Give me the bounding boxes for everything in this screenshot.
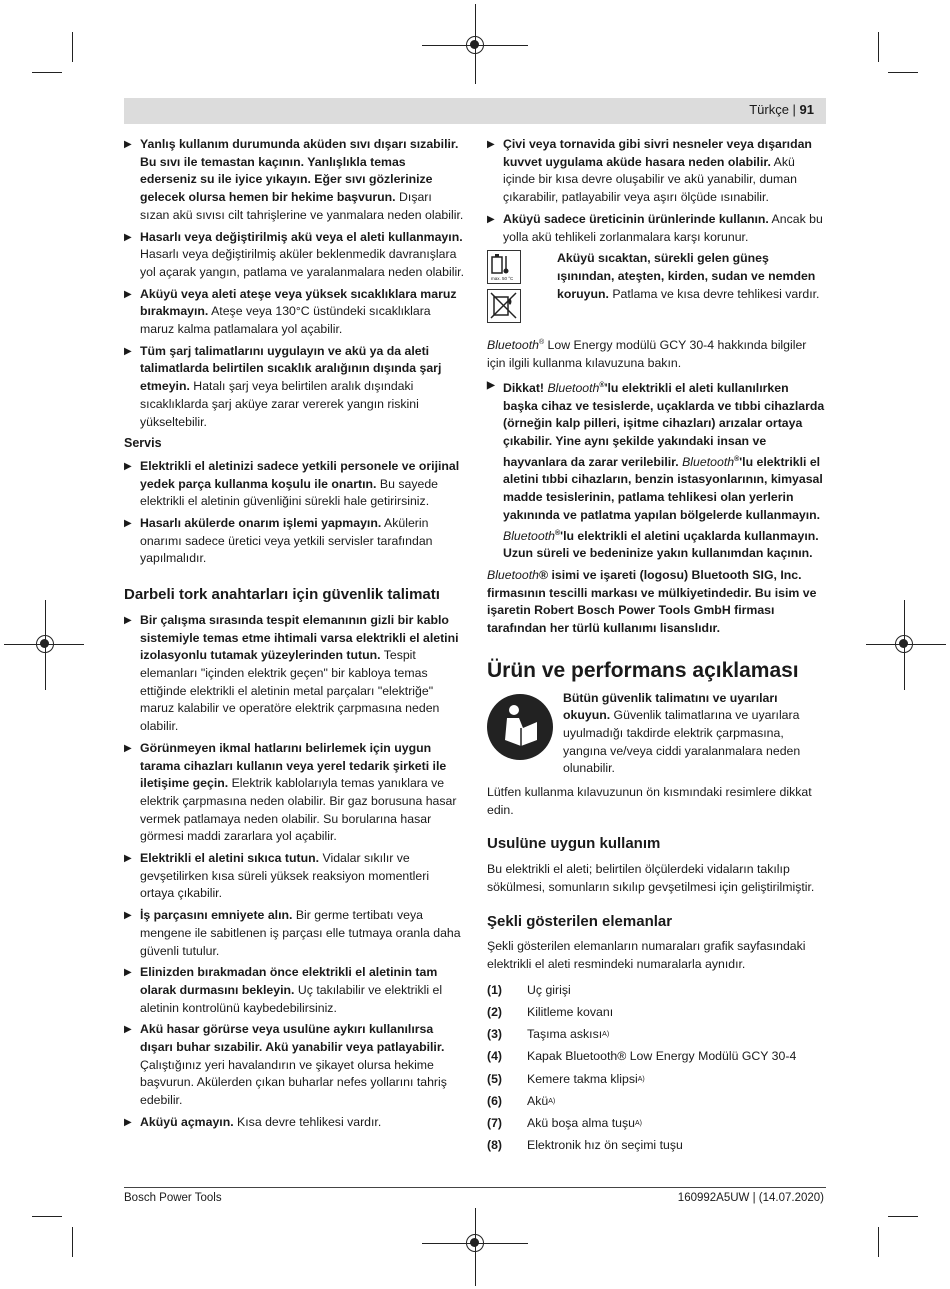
- component-item: (3) Taşıma askısı A): [487, 1027, 610, 1042]
- crop-mark: [32, 1216, 62, 1217]
- components-intro: Şekli gösterilen elemanların numaraları grafik sayfasındaki elektrikli el aleti resmindeki numaralarla aynıdır.: [487, 939, 806, 971]
- crop-mark: [888, 72, 918, 73]
- page-number: 91: [799, 102, 814, 117]
- header-bar: [124, 98, 826, 124]
- list-item: ▶ Hasarlı akülerde onarım işlemi yapmayın. Akülerin onarımı sadece üretici veya yetkili servisler tarafından yapılmalıdır.: [124, 515, 464, 568]
- component-item: (8) Elektronik hız ön seçimi tuşu: [487, 1138, 683, 1153]
- list-item: ▶ Görünmeyen ikmal hatlarını belirlemek için uygun tarama cihazları kullanın veya yerel tedarik şirketi ile iletişime geçin. Elektrik kablolarıyla temas yanıklara ve elektrik çarpmasına neden olabilir. Bir gaz borusuna hasar vermek patlamaya neden olabilir. Su borularına hasar görmesi maddi zararlara yol açabilir.: [124, 740, 464, 846]
- component-item: (4) Kapak Bluetooth® Low Energy Modülü GCY 30-4: [487, 1049, 797, 1064]
- list-item: ▶ Yanlış kullanım durumunda aküden sıvı dışarı sızabilir. Bu sıvı ile temastan kaçının. Yanlışlıkla temas ederseniz su ile iyice yıkayın. Eğer sıvı gözlerinize gelecek olursa hemen bir hekime başvurun. Dışarı sızan akü sıvısı cilt tahrişlerine ve yanmalara neden olabilir.: [124, 136, 464, 225]
- list-item: ▶ Aküyü sadece üreticinin ürünlerinde kullanın. Ancak bu yolla akü tehlikeli zorlanmalara karşı korunur.: [487, 211, 825, 246]
- component-item: (5) Kemere takma klipsi A): [487, 1071, 645, 1086]
- product-section-title: Ürün ve performans açıklaması: [487, 658, 799, 682]
- list-item: ▶ Aküyü açmayın. Kısa devre tehlikesi vardır.: [124, 1114, 464, 1132]
- list-item: ▶ Aküyü veya aleti ateşe veya yüksek sıcaklıklara maruz bırakmayın. Ateşe veya 130°C üstündeki sıcaklıklara maruz kalma patlamalara yol açabilir.: [124, 286, 464, 339]
- trademark-notice: Bluetooth® isimi ve işareti (logosu) Bluetooth SIG, Inc. firmasının tescilli markası ve mülkiyetindedir. Bu isim ve işaretin Robert Bosch Power Tools GmbH firması tarafından her türlü kullanımı lisanslıdır.: [487, 568, 817, 636]
- section-title-servis: Servis: [124, 436, 162, 451]
- component-item: (1) Uç girişi: [487, 982, 571, 997]
- crop-mark: [72, 1227, 73, 1257]
- component-item: (7) Akü boşa alma tuşu A): [487, 1115, 643, 1130]
- battery-warning-text: Aküyü sıcaktan, sürekli gelen güneş ışınından, ateşten, kirden, sudan ve nemden koruyun. Patlama ve kısa devre tehlikesi vardır.: [557, 251, 820, 301]
- usage-title: Usulüne uygun kullanım: [487, 835, 661, 853]
- battery-warning-block: [487, 250, 825, 328]
- read-manual-text: Bütün güvenlik talimatını ve uyarıları okuyun. Güvenlik talimatlarına ve uyarılara uyulmadığı takdirde elektrik çarpmasına, yangına ve/veya ciddi yaralanmalara neden olunabilir.: [563, 690, 801, 776]
- read-manual-block: [487, 690, 825, 779]
- crop-mark: [32, 72, 62, 73]
- components-title: Şekli gösterilen elemanlar: [487, 912, 673, 930]
- temperature-warning-icon: [487, 250, 521, 284]
- left-column: [124, 136, 464, 1136]
- list-item: ▶ Hasarlı veya değiştirilmiş akü veya el aleti kullanmayın. Hasarlı veya değiştirilmiş aküler beklenmedik davranışlara yol açarak yangın, patlama ve yaralanmalara neden olabilir.: [124, 229, 464, 282]
- crop-mark: [72, 32, 73, 62]
- registration-target-icon: [895, 635, 913, 653]
- read-manual-icon: [487, 694, 553, 760]
- list-item: ▶ Elektrikli el aletini sıkıca tutun. Vidalar sıkılır ve gevşetilirken kısa süreli yüksek reaksiyon momentleri ortaya çıkabilir.: [124, 850, 464, 903]
- no-water-icon: [487, 289, 521, 323]
- list-item: ▶ İş parçasını emniyete alın. Bir germe tertibatı veya mengene ile sabitlenen iş parçası elle tutmaya oranla daha güvenli tutulur.: [124, 907, 464, 960]
- crop-mark: [878, 1227, 879, 1257]
- component-item: (6) Akü A): [487, 1093, 556, 1108]
- page-header: Türkçe | 91: [749, 102, 814, 117]
- bluetooth-intro: Bluetooth® Low Energy modülü GCY 30-4 hakkında bilgiler için ilgili kullanma kılavuzuna bakın.: [487, 338, 807, 371]
- footer-brand: Bosch Power Tools: [124, 1192, 222, 1204]
- illustration-note: Lütfen kullanma kılavuzunun ön kısmındaki resimlere dikkat edin.: [487, 785, 812, 817]
- crop-mark: [878, 32, 879, 62]
- list-item: ▶ Çivi veya tornavida gibi sivri nesneler veya dışarıdan kuvvet uygulama aküde hasara neden olabilir. Akü içinde bir kısa devre oluşabilir ve akü yanabilir, duman çıkarabilir, patlayabilir veya aşırı ölçüde ısınabilir.: [487, 136, 825, 207]
- component-item: (2) Kilitleme kovanı: [487, 1004, 614, 1019]
- list-item: ▶ Dikkat! Bluetooth®'lu elektrikli el aleti kullanılırken başka cihaz ve tesislerde, uçaklarda ve tıbbi cihazlarda (örneğin kalp pilleri, işitme cihazları) arızalar ortaya çıkabilir. Yine aynı şekilde yakındaki insan ve hayvanlara da zarar verilebilir. Bluetooth®'lu elektrikli el aletini tıbbi cihazların, benzin istasyonlarının, kimyasal madde tesislerinin, patlama tehlikesi olan yerlerin yakınında ve patlatma yapılan bölgelerde kullanmayın. Bluetooth®'lu elektrikli el aletini uçaklarda kullanmayın. Uzun süreli ve bedeninize yakın kullanımdan kaçının.: [487, 377, 825, 563]
- list-item: ▶ Tüm şarj talimatlarını uygulayın ve akü ya da aleti talimatlarda belirtilen sıcaklık aralığının dışında şarj etmeyin. Hatalı şarj veya belirtilen aralık dışındaki sıcaklıklarda şarj aküye zarar vererek yangın riskini yükseltebilir.: [124, 343, 464, 432]
- footer-doc-id: 160992A5UW | (14.07.2020): [677, 1192, 824, 1204]
- list-item: ▶ Bir çalışma sırasında tespit elemanının gizli bir kablo sistemiyle temas etme ihtimali varsa elektrikli el aletini izolasyonlu tutamak yüzeylerinden tutun. Tespit elemanları "içinden elektrik geçen" bir kabloya temas ettiğinde elektrikli el aletinin metal parçaları "elektriğe" maruz kalabilir ve operatöre elektrik çarpmasına neden olabilir.: [124, 612, 464, 736]
- list-item: ▶ Elinizden bırakmadan önce elektrikli el aletinin tam olarak durmasını bekleyin. Uç takılabilir ve elektrikli el aletinin kontrolünü kaybedebilirsiniz.: [124, 964, 464, 1017]
- header-language: Türkçe: [749, 102, 789, 117]
- crop-mark: [888, 1216, 918, 1217]
- registration-target-icon: [466, 1234, 484, 1252]
- list-item: ▶ Akü hasar görürse veya usulüne aykırı kullanılırsa dışarı buhar sızabilir. Akü yanabilir veya patlayabilir. Çalıştığınız yeri havalandırın ve şikayet olursa hekime başvurun. Akülerden çıkan buharlar nefes yollarını tahriş edebilir.: [124, 1021, 464, 1110]
- section-title-safety: Darbeli tork anahtarları için güvenlik talimatı: [124, 586, 440, 604]
- temperature-label: max. 50 °C: [491, 276, 514, 282]
- registration-target-icon: [466, 36, 484, 54]
- list-item: ▶ Elektrikli el aletinizi sadece yetkili personele ve orijinal yedek parça kullanma koşulu ile onartın. Bu sayede elektrikli el aletinin güvenliğini sürekli hale getirirsiniz.: [124, 458, 464, 511]
- footer-divider: [124, 1187, 826, 1188]
- usage-text: Bu elektrikli el aleti; belirtilen ölçülerdeki vidaların takılıp sökülmesi, somunların sıkılıp gevşetilmesi için geliştirilmiştir.: [487, 862, 815, 894]
- right-column: [487, 136, 825, 1159]
- registration-target-icon: [36, 635, 54, 653]
